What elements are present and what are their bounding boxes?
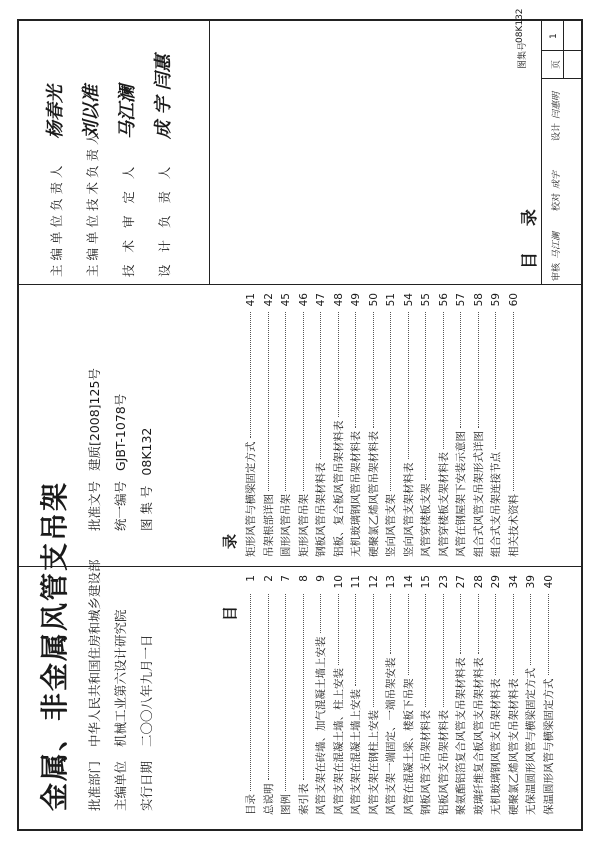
- toc-entry: [471, 575, 489, 815]
- toc-leader-dots: [443, 594, 444, 707]
- toc-entry-title: 吊架根部详图: [262, 494, 275, 557]
- responsibility-role: 技 术 审 定 人: [121, 162, 136, 277]
- meta-label: 批准部门: [87, 760, 102, 811]
- toc-entry: [313, 293, 331, 557]
- divider-left: [19, 566, 581, 567]
- titleblock-signature: 成宇: [552, 170, 562, 189]
- titleblock-signature: 马江澜: [552, 231, 562, 259]
- signature: 杨春光: [45, 85, 66, 139]
- toc-entry: [331, 293, 349, 557]
- toc-entry-title: 硬聚氯乙烯风管吊架材料表: [367, 431, 380, 557]
- toc-leader-dots: [338, 594, 339, 665]
- toc-entry-page: 27: [455, 575, 467, 589]
- toc-heading-left: 目: [221, 605, 239, 621]
- meta-label: 批准文号: [87, 481, 102, 532]
- toc-entry-title: 无机玻璃钢风管吊架材料表: [350, 431, 362, 557]
- toc-entry: [278, 575, 296, 815]
- toc-leader-dots: [530, 594, 531, 665]
- toc-entry: [296, 293, 314, 557]
- toc-entry-page: 7: [280, 575, 292, 582]
- toc-entry: [313, 575, 331, 815]
- toc-entry-title: 硬聚氯乙烯风管支吊架材料表: [507, 678, 520, 815]
- toc-entry-title: 风管穿楼板支架: [420, 483, 432, 557]
- toc-entry: [331, 575, 349, 815]
- toc-entry-page: 56: [437, 293, 450, 307]
- toc-list-left: [243, 575, 558, 815]
- toc-entry: [401, 293, 419, 557]
- toc-entry-page: 55: [420, 293, 432, 307]
- toc-entry: [401, 575, 419, 815]
- toc-entry: [348, 293, 366, 557]
- toc-entry-page: 48: [332, 293, 345, 307]
- meta-value: 建质[2008]125号: [87, 368, 102, 472]
- toc-entry-page: 60: [507, 293, 520, 307]
- toc-leader-dots: [303, 594, 304, 781]
- toc-list-right: [243, 293, 523, 557]
- toc-entry-title: 玻璃纤维复合板风管支吊架材料表: [472, 657, 485, 815]
- toc-leader-dots: [443, 312, 444, 449]
- toc-entry-title: 竖向风管支架: [385, 494, 397, 557]
- toc-entry: [243, 575, 261, 815]
- toc-leader-dots: [303, 312, 304, 491]
- signature: 成 宇 闫惠: [153, 54, 174, 139]
- toc-entry: [436, 575, 454, 815]
- toc-entry-page: 29: [490, 575, 502, 589]
- toc-leader-dots: [338, 312, 339, 418]
- toc-entry: [383, 575, 401, 815]
- toc-entry-title: 聚氨酯铝箔复合风管支吊架材料表: [455, 657, 467, 815]
- divider-titleblock: [541, 21, 542, 285]
- toc-entry-page: 23: [437, 575, 450, 589]
- titleblock-atlas-value: 08K132: [515, 8, 525, 43]
- meta-row-editor: [111, 394, 129, 811]
- toc-entry-title: 钢板风管支吊架材料表: [420, 710, 432, 815]
- meta-label: 实行日期: [139, 760, 154, 811]
- toc-entry: [453, 293, 471, 557]
- toc-entry-page: 45: [280, 293, 292, 307]
- meta-label: 图 集 号: [139, 485, 154, 532]
- toc-entry: [418, 575, 436, 815]
- toc-leader-dots: [478, 312, 479, 428]
- meta-row-approval: [85, 368, 103, 811]
- toc-leader-dots: [390, 594, 391, 655]
- toc-entry-title: 铝板风管支吊架材料表: [437, 710, 450, 815]
- titleblock-page-value: 1: [549, 33, 559, 39]
- toc-entry: [278, 293, 296, 557]
- toc-leader-dots: [250, 594, 251, 791]
- toc-entry-page: 49: [350, 293, 362, 307]
- toc-leader-dots: [513, 594, 514, 676]
- toc-entry: [488, 293, 506, 557]
- toc-entry: [506, 575, 524, 815]
- toc-entry: [243, 293, 261, 557]
- toc-entry: [383, 293, 401, 557]
- titleblock-page-label: 页: [552, 59, 562, 69]
- responsibility-role: 主编单位负责人: [49, 161, 64, 277]
- meta-value: 机械工业第六设计研究院: [113, 609, 128, 747]
- toc-leader-dots: [320, 594, 321, 634]
- toc-leader-dots: [460, 594, 461, 655]
- toc-leader-dots: [250, 312, 251, 439]
- toc-entry-title: 无保温圆形风管与横梁固定方式: [525, 668, 537, 815]
- toc-entry: [261, 575, 279, 815]
- titleblock-signature: 闫惠明: [552, 91, 562, 119]
- titleblock-gridline: [541, 50, 581, 51]
- toc-entry-title: 保温圆形风管与横梁固定方式: [542, 678, 555, 815]
- document-title: 金属、非金属风管支吊架: [38, 480, 71, 811]
- toc-entry: [296, 575, 314, 815]
- toc-leader-dots: [495, 312, 496, 449]
- toc-leader-dots: [355, 312, 356, 428]
- toc-entry-page: 50: [367, 293, 380, 307]
- toc-entry-page: 42: [262, 293, 275, 307]
- toc-entry: [261, 293, 279, 557]
- toc-entry-title: 风管支架在混凝土墙上安装: [350, 689, 362, 815]
- toc-entry-page: 28: [472, 575, 485, 589]
- toc-entry-page: 39: [525, 575, 537, 589]
- toc-entry: [523, 575, 541, 815]
- titleblock-label: 审核: [552, 262, 562, 281]
- toc-leader-dots: [425, 312, 426, 481]
- toc-entry: [436, 293, 454, 557]
- toc-leader-dots: [478, 594, 479, 655]
- toc-entry: [471, 293, 489, 557]
- toc-leader-dots: [460, 312, 461, 428]
- toc-entry-title: 风管支架在砖墙、加气混凝土墙上安装: [315, 636, 327, 815]
- toc-entry-page: 59: [490, 293, 502, 307]
- meta-label: 主编单位: [113, 760, 128, 811]
- toc-entry-title: 矩形风管吊架: [297, 494, 310, 557]
- toc-leader-dots: [268, 312, 269, 491]
- toc-leader-dots: [425, 594, 426, 707]
- toc-entry: [488, 575, 506, 815]
- toc-entry: [348, 575, 366, 815]
- meta-value: 中华人民共和国住房和城乡建设部: [87, 559, 102, 747]
- toc-leader-dots: [373, 594, 374, 707]
- toc-entry-page: 14: [402, 575, 415, 589]
- toc-leader-dots: [268, 594, 269, 781]
- toc-entry-title: 无机玻璃钢风管支吊架材料表: [490, 678, 502, 815]
- toc-entry: [366, 575, 384, 815]
- responsibility-role: 主编单位技术负责人: [85, 128, 100, 277]
- toc-entry: [453, 575, 471, 815]
- toc-entry-title: 相关技术资料: [507, 494, 520, 557]
- toc-entry-title: 索引表: [297, 783, 310, 815]
- toc-entry-page: 8: [297, 575, 310, 582]
- meta-value: 二〇〇八年九月一日: [139, 634, 154, 747]
- signature: 马江澜: [117, 85, 138, 139]
- titleblock-label: 校对: [552, 192, 562, 211]
- toc-leader-dots: [320, 312, 321, 460]
- sheet-frame: [17, 8, 583, 831]
- toc-entry-page: 51: [385, 293, 397, 307]
- toc-entry-title: 目录: [245, 794, 257, 815]
- divider-signatures: [209, 21, 210, 285]
- toc-entry: [506, 293, 524, 557]
- toc-entry-title: 竖向风管支架材料表: [402, 462, 415, 557]
- titleblock-gridline: [563, 21, 564, 79]
- toc-entry: [418, 293, 436, 557]
- toc-leader-dots: [285, 312, 286, 491]
- toc-entry: [366, 293, 384, 557]
- toc-entry-page: 11: [350, 575, 362, 589]
- toc-leader-dots: [373, 312, 374, 428]
- toc-entry-title: 矩形风管与横梁固定方式: [245, 441, 257, 557]
- toc-entry-page: 58: [472, 293, 485, 307]
- toc-entry-page: 40: [542, 575, 555, 589]
- toc-entry-page: 12: [367, 575, 380, 589]
- titleblock-name: 目 录: [520, 199, 540, 269]
- toc-entry-title: 圆形风管吊架: [280, 494, 292, 557]
- meta-value: GJBT-1078号: [113, 393, 128, 472]
- titleblock-atlas-label: 图集号: [518, 41, 528, 69]
- toc-entry-page: 41: [245, 293, 257, 307]
- toc-entry-page: 2: [262, 575, 275, 582]
- toc-entry-page: 1: [245, 575, 257, 582]
- toc-entry-page: 54: [402, 293, 415, 307]
- toc-entry-title: 组合式风管支吊架形式详图: [472, 431, 485, 557]
- toc-entry-page: 47: [315, 293, 327, 307]
- toc-leader-dots: [355, 594, 356, 686]
- toc-entry-page: 15: [420, 575, 432, 589]
- toc-entry-page: 10: [332, 575, 345, 589]
- toc-entry-page: 13: [385, 575, 397, 589]
- toc-entry-title: 风管在钢屋架下安装示意图: [455, 431, 467, 557]
- toc-entry-title: 铝板、复合板风管吊架材料表: [332, 420, 345, 557]
- toc-entry-title: 钢板风管吊架材料表: [315, 462, 327, 557]
- responsibility-role: 设 计 负 责 人: [157, 162, 172, 277]
- drawing-sheet: [5, 5, 595, 845]
- toc-leader-dots: [495, 594, 496, 676]
- toc-entry-page: 34: [507, 575, 520, 589]
- divider-right: [19, 284, 581, 285]
- toc-entry-title: 总说明: [262, 783, 275, 815]
- toc-entry-title: 风管穿楼板支架材料表: [437, 452, 450, 557]
- toc-entry-title: 风管支架一端固定、一端吊架安装: [385, 657, 397, 815]
- toc-entry-title: 风管在混凝土梁、楼板下吊架: [402, 678, 415, 815]
- toc-leader-dots: [548, 594, 549, 676]
- toc-entry-page: 46: [297, 293, 310, 307]
- toc-entry-title: 组合式支吊架连接节点: [490, 452, 502, 557]
- toc-entry: [541, 575, 559, 815]
- toc-leader-dots: [285, 594, 286, 791]
- meta-value: 08K132: [139, 427, 154, 476]
- titleblock-label: 设计: [552, 122, 562, 141]
- titleblock-gridline: [541, 78, 581, 79]
- toc-entry-title: 风管支架在混凝土墙、柱上安装: [332, 668, 345, 815]
- toc-entry-title: 风管支架在钢柱上安装: [367, 710, 380, 815]
- toc-entry-title: 图例: [280, 794, 292, 815]
- toc-leader-dots: [408, 594, 409, 676]
- meta-row-date: [137, 428, 155, 811]
- meta-label: 统一编号: [113, 481, 128, 532]
- toc-leader-dots: [390, 312, 391, 491]
- toc-leader-dots: [408, 312, 409, 460]
- signature: 刘以准: [81, 85, 102, 139]
- toc-entry-page: 9: [315, 575, 327, 582]
- toc-entry-page: 57: [455, 293, 467, 307]
- toc-leader-dots: [513, 312, 514, 491]
- toc-heading-right: 录: [221, 533, 239, 549]
